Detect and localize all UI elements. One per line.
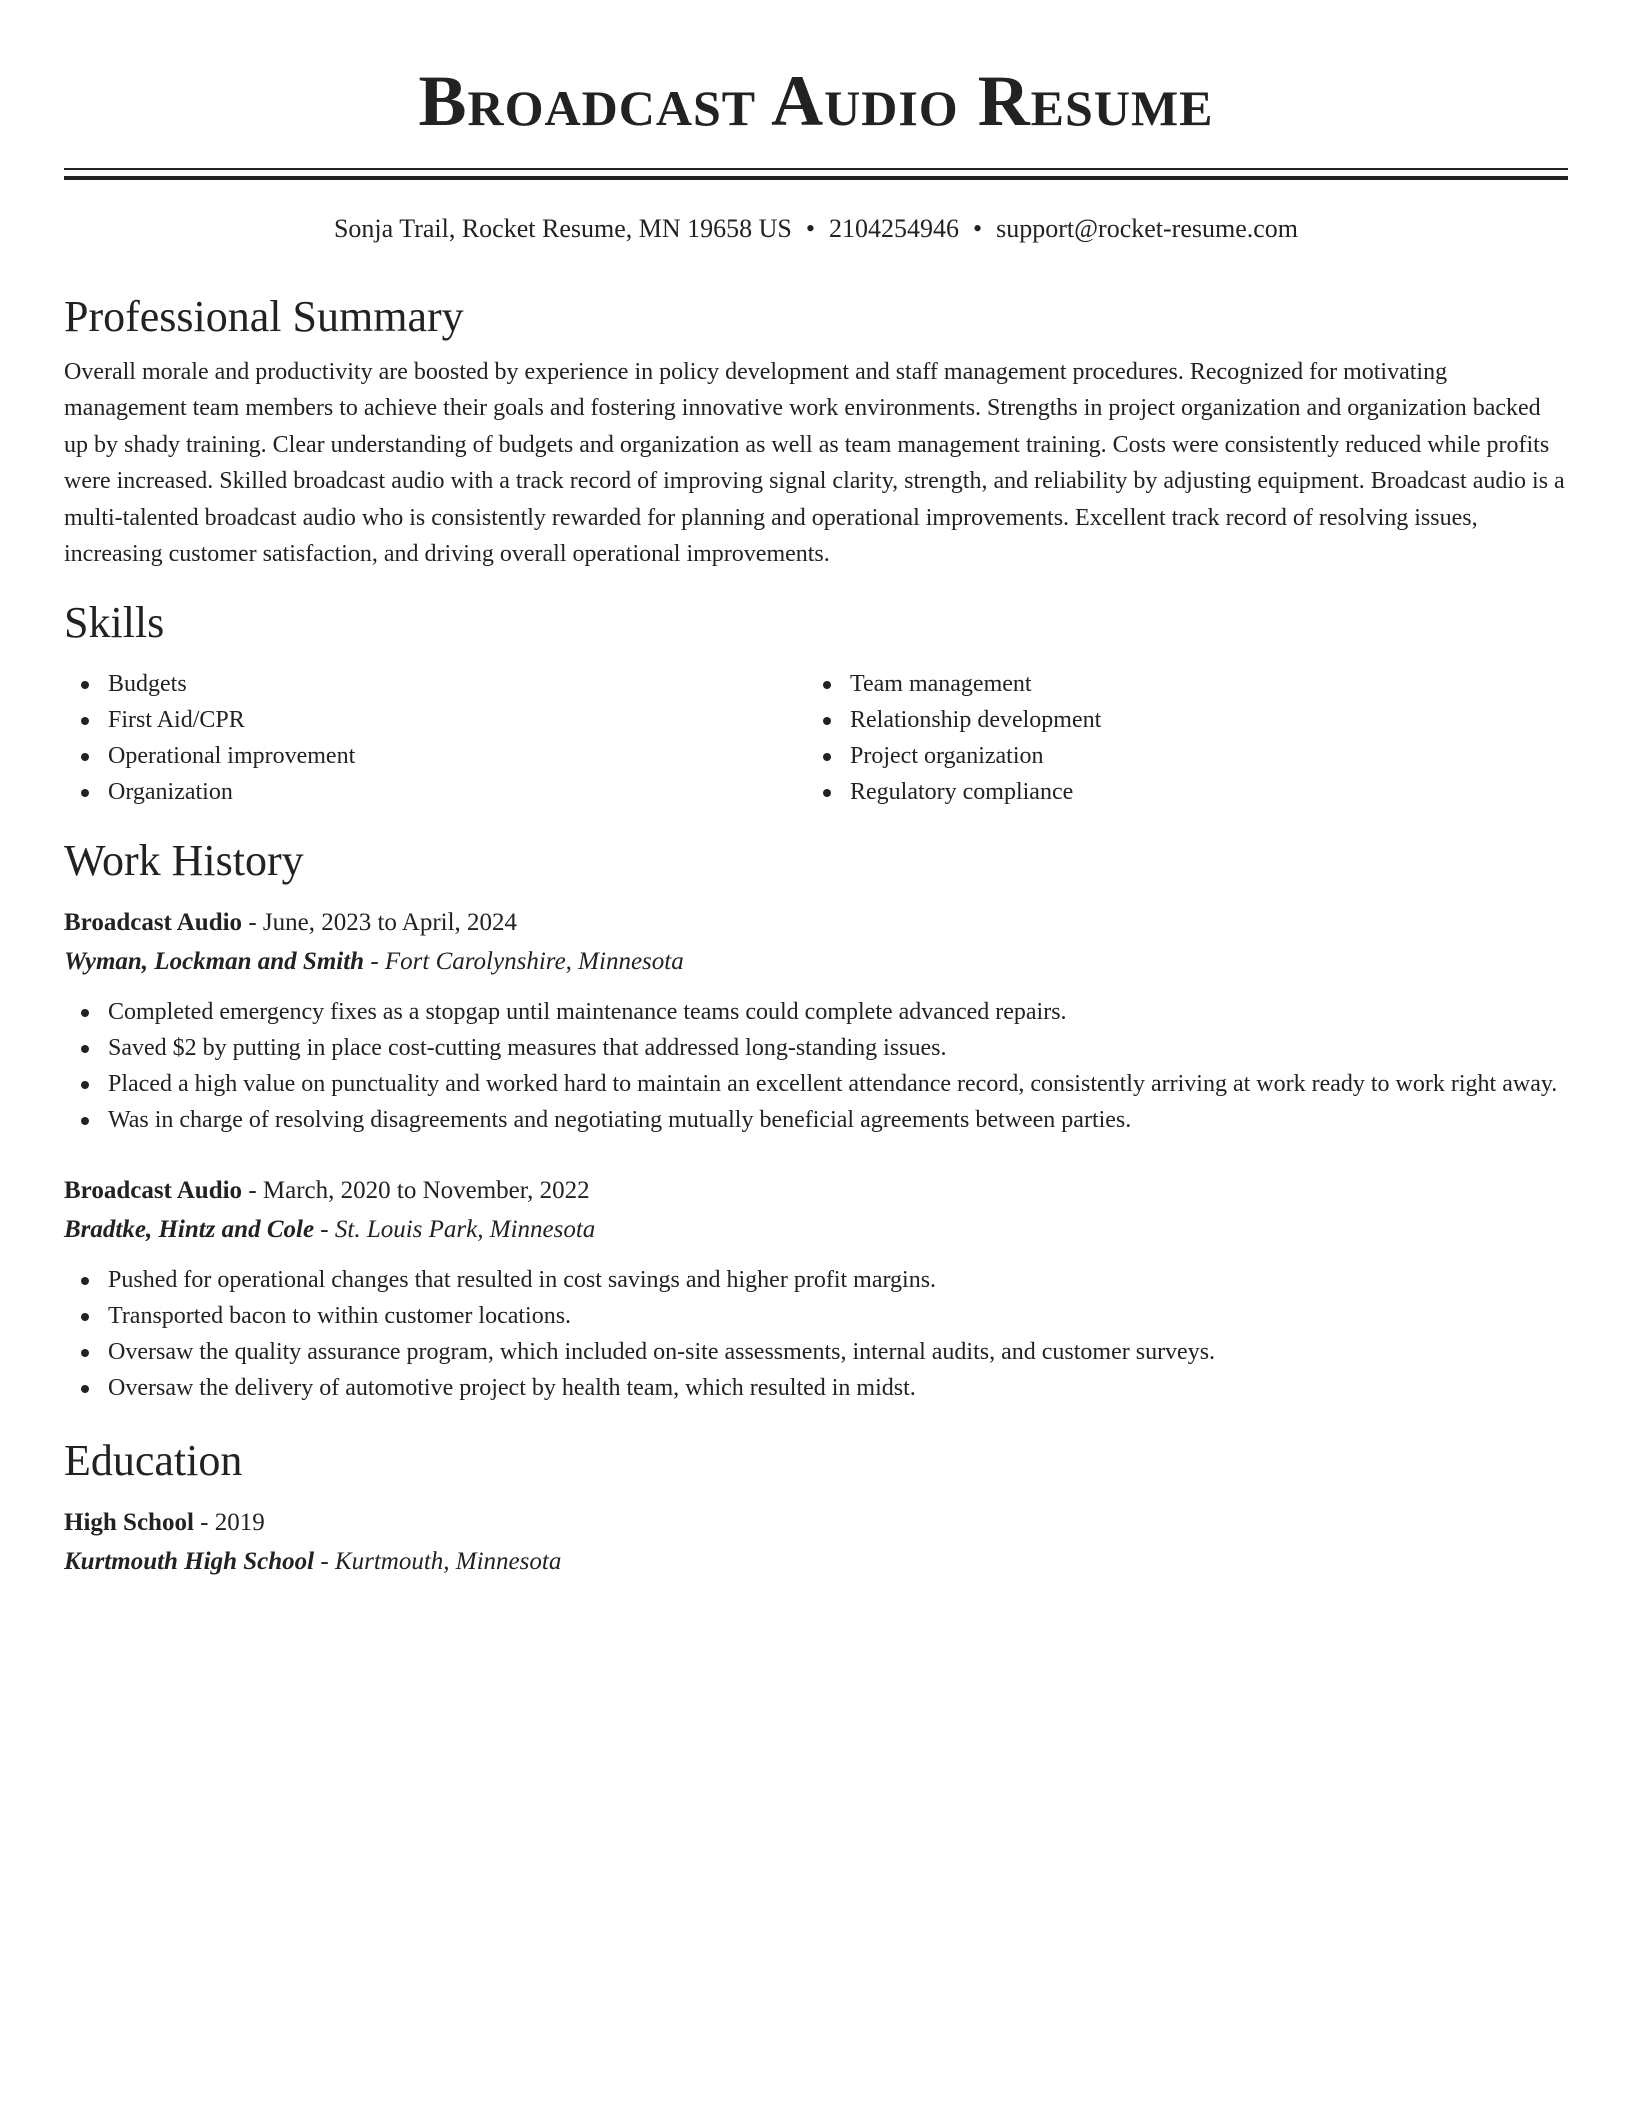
job-title: Broadcast Audio [64,1177,243,1205]
title-divider-thin [64,168,1568,170]
job-dates: - March, 2020 to November, 2022 [242,1177,590,1205]
skills-heading: Skills [64,598,165,648]
company-location: - St. Louis Park, Minnesota [314,1216,596,1244]
skill-item: Project organization [806,738,1548,774]
degree-line [64,1504,1568,1542]
job-entry [64,1172,1568,1406]
job-title-line [64,904,1568,942]
contact-separator: • [973,214,983,243]
job-duty: Oversaw the quality assurance program, which included on-site assessments, internal audits, and customer surveys. [64,1334,1568,1370]
graduation-year: - 2019 [193,1509,265,1537]
job-duty: Transported bacon to within customer locations. [64,1298,1568,1334]
education-entry [64,1504,1568,1582]
company-name: Bradtke, Hintz and Cole [64,1216,315,1244]
summary-heading: Professional Summary [64,292,464,341]
skill-item: Organization [64,774,806,810]
skills-column-right [806,666,1548,810]
skill-item: Operational improvement [64,738,806,774]
school-line [64,1542,1568,1582]
skill-item: First Aid/CPR [64,702,806,738]
skills-column-left [64,666,806,810]
job-entry [64,904,1568,1138]
contact-separator: • [805,214,815,243]
contact-email: support@rocket-resume.com [996,214,1299,243]
job-duties [64,994,1568,1138]
job-duty: Saved $2 by putting in place cost-cutting measures that addressed long-standing issues. [64,1030,1568,1066]
school-location: - Kurtmouth, Minnesota [314,1548,562,1576]
company-name: Wyman, Lockman and Smith [64,948,365,976]
job-duty: Placed a high value on punctuality and worked hard to maintain an excellent attendance record, consistently arriving at work ready to work right away. [64,1066,1568,1102]
contact-line [64,212,1568,246]
job-duty: Completed emergency fixes as a stopgap until maintenance teams could complete advanced repairs. [64,994,1568,1030]
skill-item: Regulatory compliance [806,774,1548,810]
company-location: - Fort Carolynshire, Minnesota [364,948,684,976]
degree: High School [64,1509,194,1537]
company-line [64,1210,1568,1250]
skill-item: Budgets [64,666,806,702]
skill-item: Team management [806,666,1548,702]
job-title-line [64,1172,1568,1210]
resume-page [64,0,1568,1582]
contact-address: Sonja Trail, Rocket Resume, MN 19658 US [333,214,792,243]
skills-list [64,666,1568,810]
company-line [64,942,1568,982]
job-duty: Was in charge of resolving disagreements and negotiating mutually beneficial agreements between parties. [64,1102,1568,1138]
job-dates: - June, 2023 to April, 2024 [242,909,518,937]
contact-phone: 2104254946 [829,214,959,243]
summary-text: Overall morale and productivity are boosted by experience in policy development and staff management procedures. Recognized for motivating management team members to achieve their goals and fostering innovative work environments. Strengths in project organization and organization backed up by shady training. Clear understanding of budgets and organization as well as team management training. Costs were consistently reduced while profits were increased. Skilled broadcast audio with a track record of improving signal clarity, strength, and reliability by adjusting equipment. Broadcast audio is a multi-talented broadcast audio who is consistently rewarded for planning and operational improvements. Excellent track record of resolving issues, increasing customer satisfaction, and driving overall operational improvements. [64,359,1565,568]
skill-item: Relationship development [806,702,1548,738]
resume-title: Broadcast Audio Resume [418,61,1214,141]
education-heading: Education [64,1436,243,1486]
work-history-heading: Work History [64,836,304,886]
job-duty: Pushed for operational changes that resulted in cost savings and higher profit margins. [64,1262,1568,1298]
job-title: Broadcast Audio [64,909,243,937]
title-divider-thick [64,176,1568,180]
school-name: Kurtmouth High School [64,1548,315,1576]
job-duty: Oversaw the delivery of automotive project by health team, which resulted in midst. [64,1370,1568,1406]
job-duties [64,1262,1568,1406]
